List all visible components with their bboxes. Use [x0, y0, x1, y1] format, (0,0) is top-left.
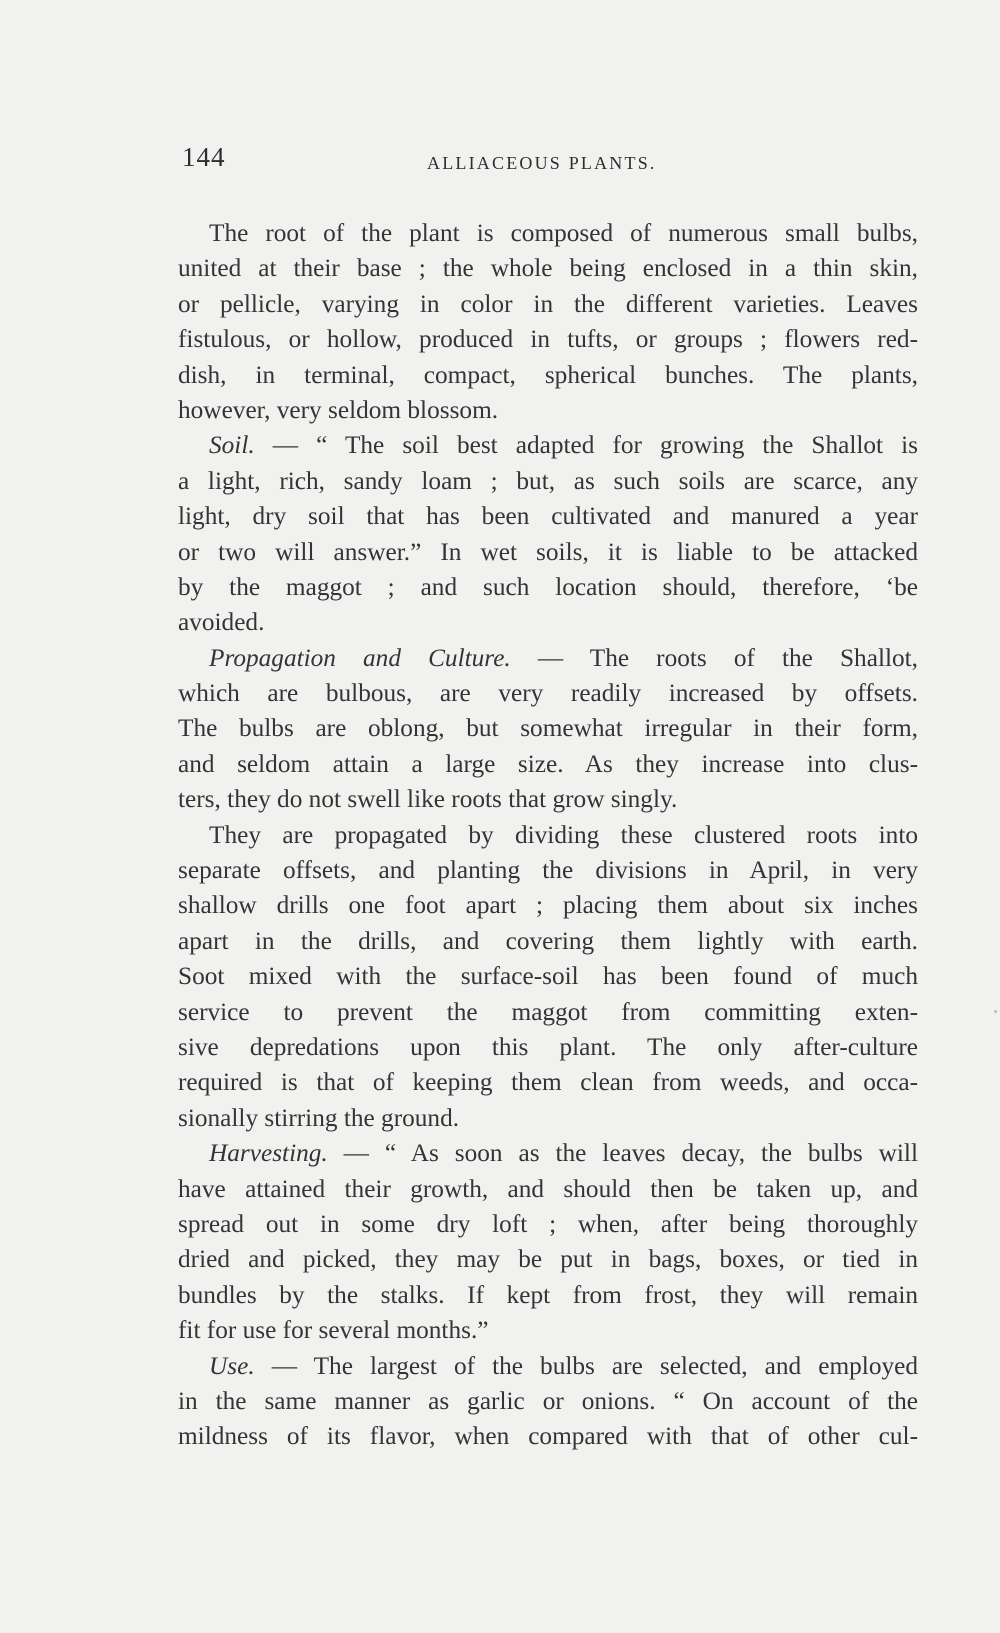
page-number: 144 [182, 142, 226, 172]
paragraph-propagation-first-line [178, 641, 918, 676]
em-dash: — [327, 1139, 385, 1168]
text-line: dried and picked, they may be put in bags, boxes, or tied in [178, 1245, 918, 1274]
text-line: spread out in some dry loft ; when, after being thoroughly [178, 1209, 918, 1238]
text-line: have attained their growth, and should then be taken up, and [178, 1174, 918, 1203]
text-line: sive depredations upon this plant. The only after-culture [178, 1032, 918, 1061]
text-line: avoided. [178, 608, 265, 637]
em-dash: — [254, 431, 317, 460]
text-line: fistulous, or hollow, produced in tufts, or groups ; flowers red- [178, 325, 918, 354]
paragraph-use-first-line [178, 1349, 918, 1384]
paper-speck [994, 1010, 997, 1013]
text-line: sionally stirring the ground. [178, 1103, 460, 1132]
text-line: a light, rich, sandy loam ; but, as such soils are scarce, any [178, 466, 918, 495]
text-fragment: “ As soon as the leaves decay, the bulbs will [384, 1139, 918, 1168]
text-line: fit for use for several months.” [178, 1316, 489, 1345]
text-fragment: “ The soil best adapted for growing the Shallot is [316, 431, 918, 460]
running-title: ALLIACEOUS PLANTS. [427, 153, 657, 173]
heading-harvesting: Harvesting. [209, 1139, 328, 1168]
text-line: or pellicle, varying in color in the different varieties. Leaves [178, 289, 918, 318]
text-line: in the same manner as garlic or onions. “ On account of the [178, 1386, 918, 1415]
em-dash: — [510, 643, 590, 672]
text-line: dish, in terminal, compact, spherical bunches. The plants, [178, 360, 918, 389]
text-line: united at their base ; the whole being enclosed in a thin skin, [178, 254, 918, 283]
text-line: Soot mixed with the surface-soil has been found of much [178, 962, 918, 991]
heading-use: Use. [209, 1351, 255, 1380]
text-line: The root of the plant is composed of numerous small bulbs, [209, 219, 918, 247]
text-line: light, dry soil that has been cultivated and manured a year [178, 502, 918, 531]
body-text [178, 216, 918, 1455]
em-dash: — [254, 1351, 314, 1380]
text-line: ters, they do not swell like roots that grow singly. [178, 785, 678, 814]
text-line: and seldom attain a large size. As they increase into clus- [178, 749, 918, 778]
heading-soil: Soil. [209, 431, 255, 460]
page-header [182, 142, 917, 182]
paragraph-soil-first-line [178, 428, 918, 463]
text-line: mildness of its flavor, when compared with that of other cul- [178, 1422, 918, 1451]
text-fragment: The largest of the bulbs are selected, and employed [313, 1351, 918, 1380]
text-line: or two will answer.” In wet soils, it is liable to be attacked [178, 537, 918, 566]
text-line: by the maggot ; and such location should, therefore, ‘be [178, 572, 918, 601]
paragraph-harvesting-first-line [178, 1136, 918, 1171]
text-line: The bulbs are oblong, but somewhat irregular in their form, [178, 714, 918, 743]
text-line: shallow drills one foot apart ; placing them about six inches [178, 891, 918, 920]
text-line: service to prevent the maggot from committing exten- [178, 997, 918, 1026]
text-line: bundles by the stalks. If kept from frost, they will remain [178, 1280, 918, 1309]
text-line: which are bulbous, are very readily increased by offsets. [178, 679, 918, 708]
text-line: required is that of keeping them clean from weeds, and occa- [178, 1068, 918, 1097]
text-line: They are propagated by dividing these clustered roots into [209, 820, 918, 849]
text-line: apart in the drills, and covering them lightly with earth. [178, 926, 918, 955]
text-line: however, very seldom blossom. [178, 395, 499, 424]
heading-propagation: Propagation and Culture. [209, 643, 511, 672]
text-line: separate offsets, and planting the divisions in April, in very [178, 856, 918, 885]
text-fragment: The roots of the Shallot, [589, 643, 918, 672]
